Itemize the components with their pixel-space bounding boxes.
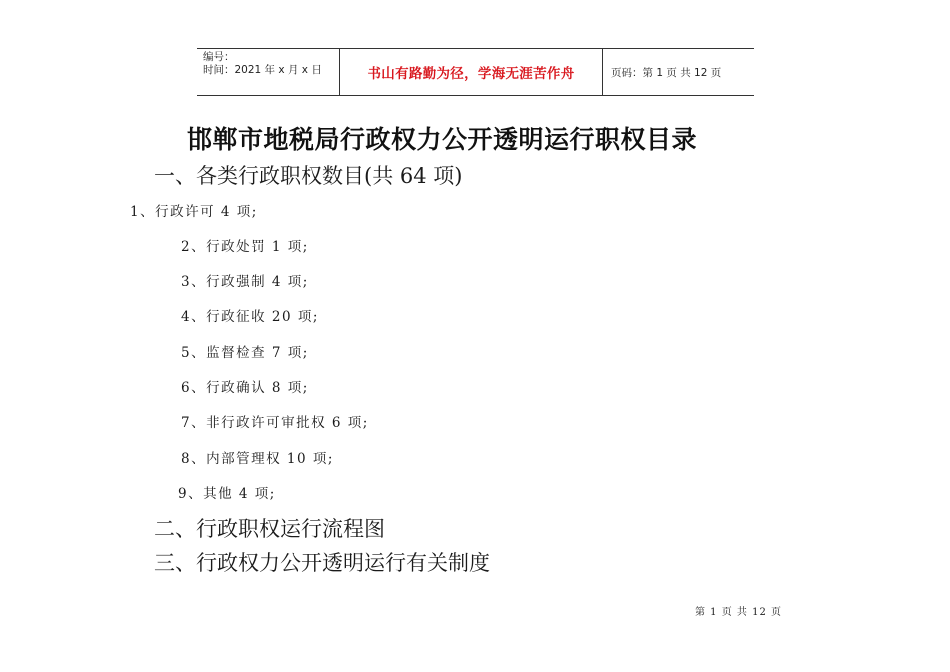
section-heading-3: 三、行政权力公开透明运行有关制度 [154, 551, 490, 575]
list-item-9: 9、其他 4 项; [178, 486, 276, 502]
header-info-cell [197, 49, 339, 95]
document-title: 邯郸市地税局行政权力公开透明运行职权目录 [187, 125, 698, 154]
document-number-label: 编号： [203, 51, 235, 63]
page-header-table [197, 48, 754, 96]
header-motto: 书山有路勤为径，学海无涯苦作舟 [339, 49, 603, 95]
document-date-label: 时间：2021 年 x 月 x 日 [203, 64, 322, 76]
header-page-code: 页码：第 1 页 共 12 页 [611, 66, 722, 79]
list-item-4: 4、行政征收 20 项; [181, 309, 319, 325]
page-footer: 第 1 页 共 12 页 [695, 607, 782, 618]
list-item-3: 3、行政强制 4 项; [181, 274, 309, 290]
list-item-1: 1、行政许可 4 项; [130, 204, 258, 220]
list-item-2: 2、行政处罚 1 项; [181, 239, 309, 255]
section-heading-2: 二、行政职权运行流程图 [154, 517, 385, 541]
section-heading-1: 一、各类行政职权数目(共 64 项) [154, 164, 463, 188]
list-item-8: 8、内部管理权 10 项; [181, 451, 334, 467]
list-item-6: 6、行政确认 8 项; [181, 380, 309, 396]
list-item-5: 5、监督检查 7 项; [181, 345, 309, 361]
list-item-7: 7、非行政许可审批权 6 项; [181, 415, 369, 431]
